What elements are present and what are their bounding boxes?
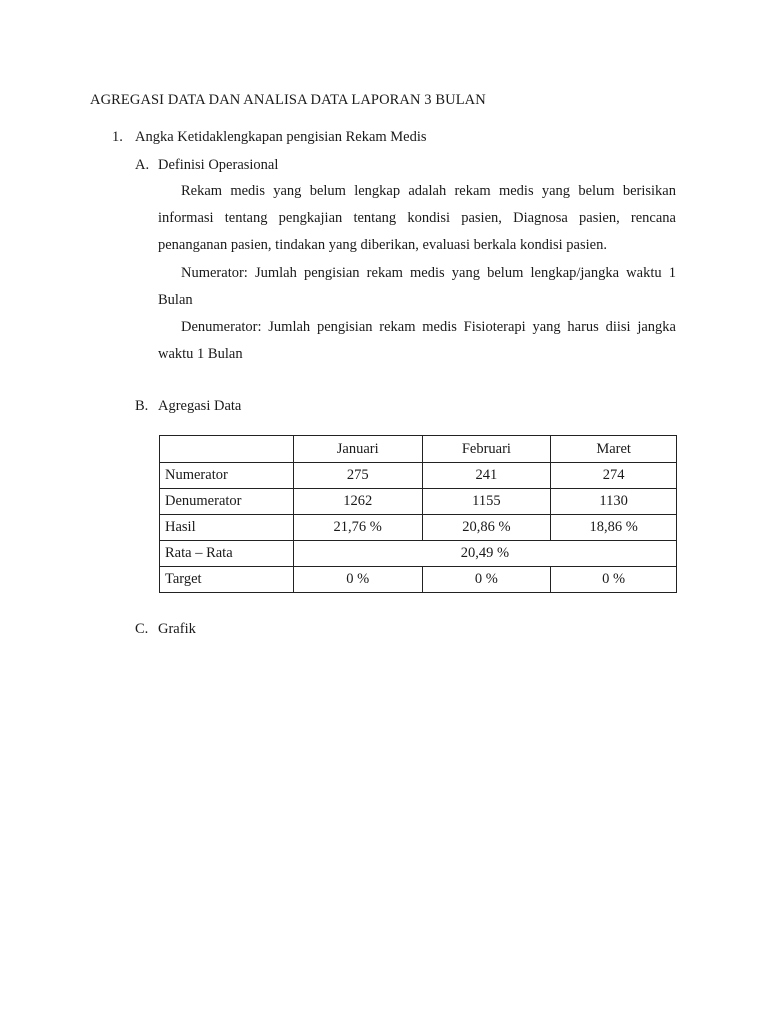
table-header-cell [160,436,294,463]
row-label: Numerator [160,463,294,489]
table-cell: 1155 [422,489,551,515]
row-label: Hasil [160,515,294,541]
item-title: Angka Ketidaklengkapan pengisian Rekam Medis [135,129,427,145]
aggregation-table [159,435,677,593]
table-cell: 275 [293,463,422,489]
section-a-title: Definisi Operasional [158,157,279,173]
table-cell: 0 % [551,567,677,593]
section-c-title: Grafik [158,621,196,637]
denumerator-paragraph: Denumerator: Jumlah pengisian rekam medis Fisioterapi yang harus diisi jangka waktu 1 Bulan [158,319,676,362]
table-row [160,463,677,489]
table-header-cell: Januari [293,436,422,463]
table-row [160,489,677,515]
table-cell: 18,86 % [551,515,677,541]
table-row [160,567,677,593]
table-cell: 21,76 % [293,515,422,541]
table-cell: 0 % [293,567,422,593]
table-cell: 1262 [293,489,422,515]
section-a-letter: A. [135,157,150,173]
section-b-title: Agregasi Data [158,398,242,414]
table-cell: 1130 [551,489,677,515]
section-c-letter: C. [135,621,149,637]
numerator-paragraph: Numerator: Jumlah pengisian rekam medis yang belum lengkap/jangka waktu 1 Bulan [158,265,676,308]
item-number: 1. [112,129,123,145]
table-header-cell: Februari [422,436,551,463]
row-label: Rata – Rata [160,541,294,567]
row-label: Denumerator [160,489,294,515]
table-merged-cell: 20,49 % [293,541,676,567]
table-row [160,515,677,541]
document-title: AGREGASI DATA DAN ANALISA DATA LAPORAN 3 BULAN [90,92,486,108]
table-cell: 274 [551,463,677,489]
table-cell: 241 [422,463,551,489]
table-row [160,541,677,567]
row-label: Target [160,567,294,593]
table-header-cell: Maret [551,436,677,463]
table-cell: 0 % [422,567,551,593]
table-cell: 20,86 % [422,515,551,541]
table-header-row [160,436,677,463]
definition-paragraph: Rekam medis yang belum lengkap adalah rekam medis yang belum berisikan informasi tentang pengkajian tentang kondisi pasien, Diagnosa pasien, rencana penanganan pasien, tindakan yang diberikan, evaluasi berkala kondisi pasien. [158,183,676,253]
section-b-letter: B. [135,398,149,414]
